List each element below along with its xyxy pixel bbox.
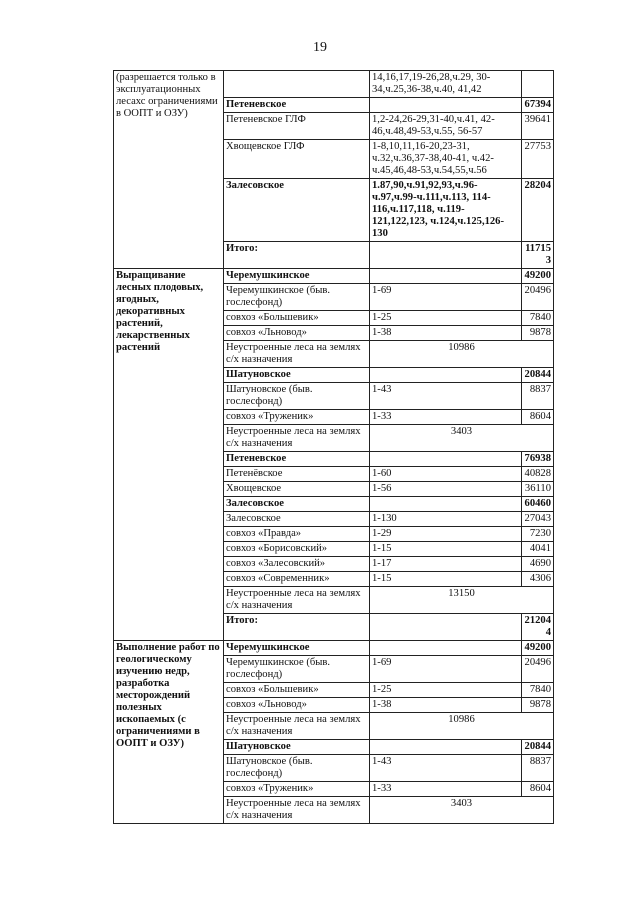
area-value: 4041 [522,542,554,557]
subdivision-name: совхоз «Большевик» [224,683,370,698]
group-row [114,269,554,284]
quarter-numbers: 14,16,17,19-26,28,ч.29, 30-34,ч.25,36-38,ч.40, 41,42 [370,71,522,98]
table-body [114,71,554,824]
subdivision-name: Хвощевское ГЛФ [224,140,370,179]
subdivision-name: Залесовское [224,497,370,512]
subdivision-name: совхоз «Труженик» [224,782,370,797]
group-row [114,641,554,656]
area-value: 8604 [522,782,554,797]
quarter-numbers: 1-25 [370,311,522,326]
subdivision-name: Петеневское ГЛФ [224,113,370,140]
page-number: 19 [313,40,327,55]
quarter-numbers: 1-56 [370,482,522,497]
subdivision-name: Залесовское [224,512,370,527]
area-value: 20844 [522,368,554,383]
quarter-numbers: 1-15 [370,572,522,587]
area-value: 7840 [522,311,554,326]
subdivision-name: Неустроенные леса на землях с/х назначения [224,425,370,452]
subdivision-name: совхоз «Большевик» [224,311,370,326]
quarter-numbers: 1-130 [370,512,522,527]
quarter-numbers: 1,2-24,26-29,31-40,ч.41, 42-46,ч.48,49-53,ч.55, 56-57 [370,113,522,140]
subdivision-name: Черемушкинское [224,641,370,656]
subdivision-name: Черемушкинское (быв. гослесфонд) [224,284,370,311]
purpose-cell: Выполнение работ по геологическому изучению недр, разработка месторождений полезных ископаемых (с ограничениями в ООПТ и ОЗУ) [114,641,224,824]
subdivision-name: совхоз «Залесовский» [224,557,370,572]
area-value: 20496 [522,656,554,683]
subdivision-name: Петеневское [224,98,370,113]
subdivision-name: совхоз «Труженик» [224,410,370,425]
area-value: 20844 [522,740,554,755]
quarter-numbers: 1-8,10,11,16-20,23-31, ч.32,ч.36,37-38,40-41, ч.42-ч.45,46,48-53,ч.54,55,ч.56 [370,140,522,179]
area-value: 212044 [522,614,554,641]
area-value: 27043 [522,512,554,527]
area-value: 39641 [522,113,554,140]
purpose-cell: (разрешается только в эксплуатационных лесахс ограничениями в ООПТ и ОЗУ) [114,71,224,269]
area-value: 60460 [522,497,554,512]
subdivision-name: Петеневское [224,452,370,467]
quarter-numbers [370,269,522,284]
area-value [522,71,554,98]
subdivision-name: Итого: [224,242,370,269]
subdivision-name: Хвощевское [224,482,370,497]
subdivision-name: Петенёвское [224,467,370,482]
area-value: 49200 [522,641,554,656]
subdivision-name: Залесовское [224,179,370,242]
area-value: 7230 [522,527,554,542]
merged-area-value: 10986 [370,341,554,368]
quarter-numbers [370,98,522,113]
quarter-numbers: 1-38 [370,698,522,713]
subdivision-name: Итого: [224,614,370,641]
area-value: 4306 [522,572,554,587]
subdivision-name: совхоз «Современник» [224,572,370,587]
subdivision-name: совхоз «Правда» [224,527,370,542]
purpose-cell: Выращивание лесных плодовых, ягодных, декоративных растений, лекарственных растений [114,269,224,641]
quarter-numbers: 1-69 [370,656,522,683]
quarter-numbers: 1-33 [370,410,522,425]
merged-area-value: 13150 [370,587,554,614]
subdivision-name: Шатуновское (быв. гослесфонд) [224,383,370,410]
quarter-numbers [370,497,522,512]
quarter-numbers: 1-60 [370,467,522,482]
area-value: 7840 [522,683,554,698]
subdivision-name: совхоз «Льновод» [224,698,370,713]
area-value: 20496 [522,284,554,311]
subdivision-name: Шатуновское (быв. гослесфонд) [224,755,370,782]
quarter-numbers: 1-25 [370,683,522,698]
subdivision-name: Неустроенные леса на землях с/х назначения [224,797,370,824]
subdivision-name: Неустроенные леса на землях с/х назначения [224,341,370,368]
quarter-numbers: 1-33 [370,782,522,797]
quarter-numbers [370,368,522,383]
area-value: 117153 [522,242,554,269]
merged-area-value: 3403 [370,425,554,452]
area-value: 8837 [522,755,554,782]
quarter-numbers: 1-69 [370,284,522,311]
subdivision-name: Неустроенные леса на землях с/х назначения [224,587,370,614]
quarter-numbers: 1-17 [370,557,522,572]
area-value: 28204 [522,179,554,242]
area-value: 9878 [522,698,554,713]
quarter-numbers: 1-38 [370,326,522,341]
quarter-numbers: 1-43 [370,755,522,782]
quarter-numbers [370,242,522,269]
subdivision-name: Шатуновское [224,740,370,755]
area-value: 9878 [522,326,554,341]
table-row [114,71,554,98]
merged-area-value: 10986 [370,713,554,740]
quarter-numbers [370,614,522,641]
quarter-numbers [370,641,522,656]
quarter-numbers [370,452,522,467]
merged-area-value: 3403 [370,797,554,824]
subdivision-name [224,71,370,98]
area-value: 49200 [522,269,554,284]
area-value: 27753 [522,140,554,179]
area-value: 67394 [522,98,554,113]
area-value: 36110 [522,482,554,497]
quarter-numbers: 1-29 [370,527,522,542]
area-value: 8604 [522,410,554,425]
area-value: 40828 [522,467,554,482]
forest-use-table [113,70,554,824]
subdivision-name: Шатуновское [224,368,370,383]
area-value: 8837 [522,383,554,410]
quarter-numbers: 1.87,90,ч.91,92,93,ч.96-ч.97,ч.99-ч.111,ч.113, 114-116,ч.117,118, ч.119-121,122,123, ч.124,ч.125,126-130 [370,179,522,242]
subdivision-name: совхоз «Льновод» [224,326,370,341]
subdivision-name: Черемушкинское [224,269,370,284]
area-value: 4690 [522,557,554,572]
quarter-numbers: 1-15 [370,542,522,557]
subdivision-name: Черемушкинское (быв. гослесфонд) [224,656,370,683]
area-value: 76938 [522,452,554,467]
subdivision-name: совхоз «Борисовский» [224,542,370,557]
subdivision-name: Неустроенные леса на землях с/х назначения [224,713,370,740]
quarter-numbers [370,740,522,755]
quarter-numbers: 1-43 [370,383,522,410]
